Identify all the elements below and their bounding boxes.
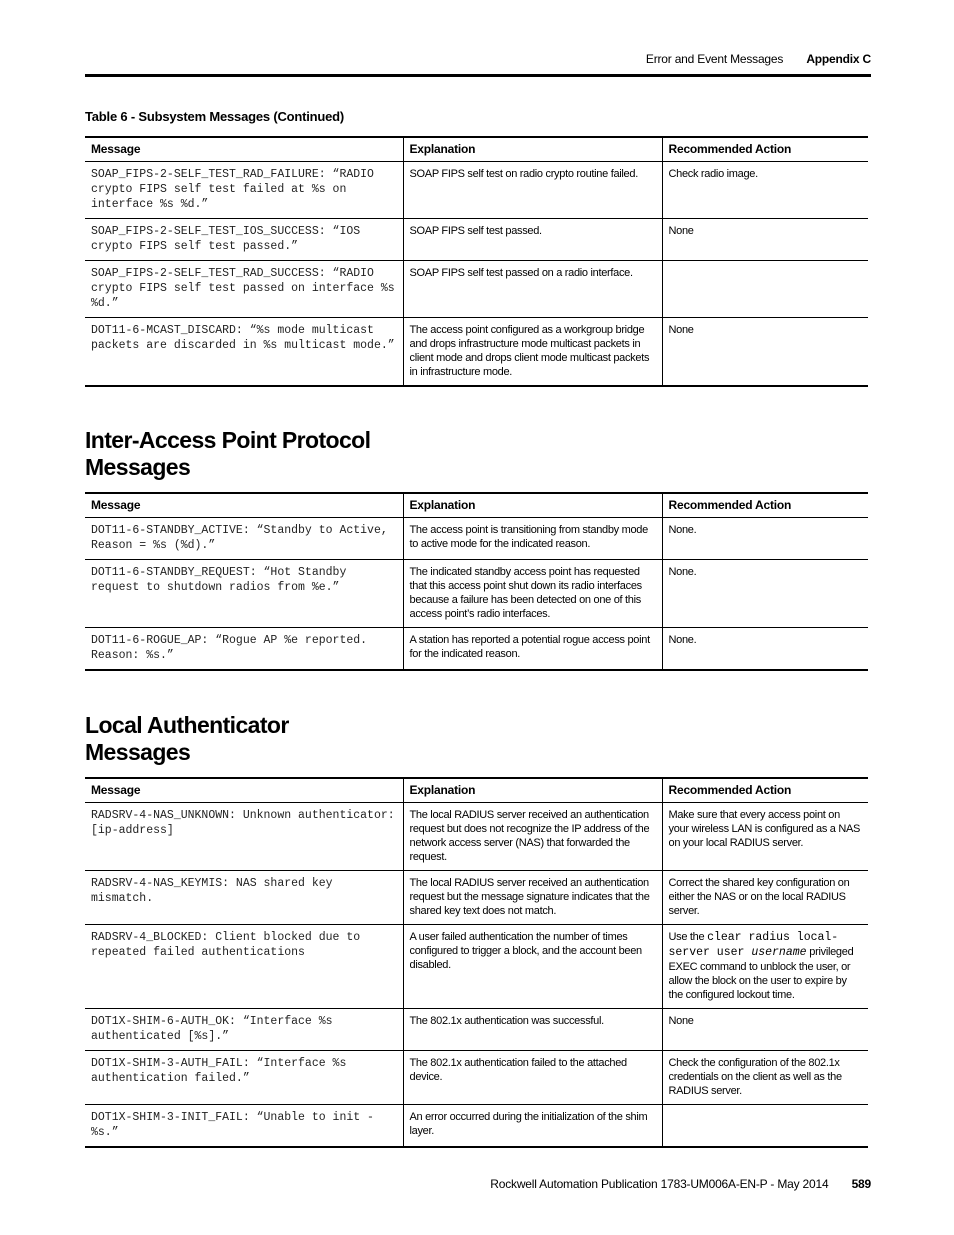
- explanation-cell: The 802.1x authentication failed to the attached device.: [403, 1051, 662, 1105]
- table-row: [85, 318, 868, 387]
- section-title-line: Messages: [85, 454, 191, 480]
- table-row: [85, 1051, 868, 1105]
- message-cell: DOT1X-SHIM-3-AUTH_FAIL: “Interface %s authentication failed.”: [85, 1051, 403, 1105]
- table-row: [85, 560, 868, 628]
- column-header-action: Recommended Action: [662, 493, 868, 518]
- action-cell: None: [662, 1009, 868, 1051]
- explanation-cell: A user failed authentication the number of times configured to trigger a block, and the account been disabled.: [403, 925, 662, 1009]
- column-header-message: Message: [85, 137, 403, 162]
- explanation-cell: The 802.1x authentication was successful.: [403, 1009, 662, 1051]
- table-row: [85, 803, 868, 871]
- column-header-message: Message: [85, 778, 403, 803]
- header-section: Error and Event Messages: [645, 52, 784, 66]
- explanation-cell: The indicated standby access point has requested that this access point shut down its radio interfaces because a failure has been detected on one of this access point’s radio interfaces.: [403, 560, 662, 628]
- section-title-local-authenticator: [85, 712, 289, 766]
- section-title-iapp: [85, 427, 370, 481]
- table-row: [85, 219, 868, 261]
- message-cell: DOT11-6-STANDBY_REQUEST: “Hot Standby request to shutdown radios from %e.”: [85, 560, 403, 628]
- running-header: [646, 52, 871, 66]
- column-header-message: Message: [85, 493, 403, 518]
- message-cell: SOAP_FIPS-2-SELF_TEST_RAD_SUCCESS: “RADIO crypto FIPS self test passed on interface %s %d.”: [85, 261, 403, 318]
- explanation-cell: The local RADIUS server received an authentication request but does not recognize the IP address of the network access server (NAS) that forwarded the request.: [403, 803, 662, 871]
- explanation-cell: The local RADIUS server received an authentication request but the message signature indicates that the shared key text does not match.: [403, 871, 662, 925]
- action-cell: Check the configuration of the 802.1x credentials on the client as well as the RADIUS server.: [662, 1051, 868, 1105]
- action-cell: Correct the shared key configuration on either the NAS or on the local RADIUS server.: [662, 871, 868, 925]
- table-header-row: [85, 493, 868, 518]
- explanation-cell: A station has reported a potential rogue access point for the indicated reason.: [403, 628, 662, 671]
- table-row: [85, 1105, 868, 1148]
- action-text: privileged EXEC command to unblock the user, or allow the block on the user to expire by the configured lockout time.: [668, 946, 854, 1001]
- action-cell: None: [662, 219, 868, 261]
- table-row: [85, 518, 868, 560]
- action-cell: [662, 261, 868, 318]
- table-row: [85, 162, 868, 219]
- column-header-explanation: Explanation: [403, 493, 662, 518]
- action-cell: None: [662, 318, 868, 387]
- table-row: [85, 628, 868, 671]
- header-rule: [85, 74, 871, 77]
- subsystem-messages-table: [85, 136, 868, 387]
- message-cell: SOAP_FIPS-2-SELF_TEST_IOS_SUCCESS: “IOS crypto FIPS self test passed.”: [85, 219, 403, 261]
- explanation-cell: An error occurred during the initialization of the shim layer.: [403, 1105, 662, 1148]
- action-cell: Check radio image.: [662, 162, 868, 219]
- action-cell: None.: [662, 560, 868, 628]
- local-authenticator-table: [85, 777, 868, 1148]
- section-title-line: Local Authenticator: [85, 712, 289, 738]
- iapp-messages-table: [85, 492, 868, 671]
- explanation-cell: SOAP FIPS self test on radio crypto routine failed.: [403, 162, 662, 219]
- message-cell: DOT1X-SHIM-6-AUTH_OK: “Interface %s authenticated [%s].”: [85, 1009, 403, 1051]
- table-row: [85, 871, 868, 925]
- action-cell: None.: [662, 628, 868, 671]
- command-text: clear radius local-server user: [668, 931, 839, 959]
- header-appendix: Appendix C: [806, 52, 871, 66]
- page-footer: [490, 1177, 871, 1191]
- message-cell: DOT11-6-MCAST_DISCARD: “%s mode multicast packets are discarded in %s multicast mode.”: [85, 318, 403, 387]
- section-title-line: Inter-Access Point Protocol: [85, 427, 371, 453]
- explanation-cell: The access point is transitioning from standby mode to active mode for the indicated reason.: [403, 518, 662, 560]
- action-cell: Make sure that every access point on your wireless LAN is configured as a NAS on your local RADIUS server.: [662, 803, 868, 871]
- table-row: [85, 261, 868, 318]
- footer-publication: Rockwell Automation Publication 1783-UM006A-EN-P - May 2014: [490, 1177, 829, 1191]
- column-header-action: Recommended Action: [662, 778, 868, 803]
- explanation-cell: SOAP FIPS self test passed.: [403, 219, 662, 261]
- command-argument: username: [751, 946, 807, 959]
- table-header-row: [85, 778, 868, 803]
- action-cell: [662, 1105, 868, 1148]
- page-number: 589: [851, 1177, 871, 1191]
- section-title-line: Messages: [85, 739, 191, 765]
- table-row: [85, 925, 868, 1009]
- explanation-cell: SOAP FIPS self test passed on a radio interface.: [403, 261, 662, 318]
- message-cell: DOT11-6-ROGUE_AP: “Rogue AP %e reported. Reason: %s.”: [85, 628, 403, 671]
- message-cell: RADSRV-4-NAS_KEYMIS: NAS shared key mismatch.: [85, 871, 403, 925]
- action-text: Use the: [668, 931, 708, 943]
- message-cell: DOT11-6-STANDBY_ACTIVE: “Standby to Active, Reason = %s (%d).”: [85, 518, 403, 560]
- message-cell: DOT1X-SHIM-3-INIT_FAIL: “Unable to init - %s.”: [85, 1105, 403, 1148]
- message-cell: SOAP_FIPS-2-SELF_TEST_RAD_FAILURE: “RADIO crypto FIPS self test failed at %s on interface %s %d.”: [85, 162, 403, 219]
- explanation-cell: The access point configured as a workgroup bridge and drops infrastructure mode multicast packets in client mode and drops client mode multicast packets in infrastructure mode.: [403, 318, 662, 387]
- column-header-explanation: Explanation: [403, 137, 662, 162]
- column-header-action: Recommended Action: [662, 137, 868, 162]
- message-cell: RADSRV-4-NAS_UNKNOWN: Unknown authenticator: [ip-address]: [85, 803, 403, 871]
- message-cell: RADSRV-4_BLOCKED: Client blocked due to repeated failed authentications: [85, 925, 403, 1009]
- table-caption: Table 6 - Subsystem Messages (Continued): [85, 109, 345, 124]
- action-cell: [662, 925, 868, 1009]
- table-row: [85, 1009, 868, 1051]
- column-header-explanation: Explanation: [403, 778, 662, 803]
- table-header-row: [85, 137, 868, 162]
- action-cell: None.: [662, 518, 868, 560]
